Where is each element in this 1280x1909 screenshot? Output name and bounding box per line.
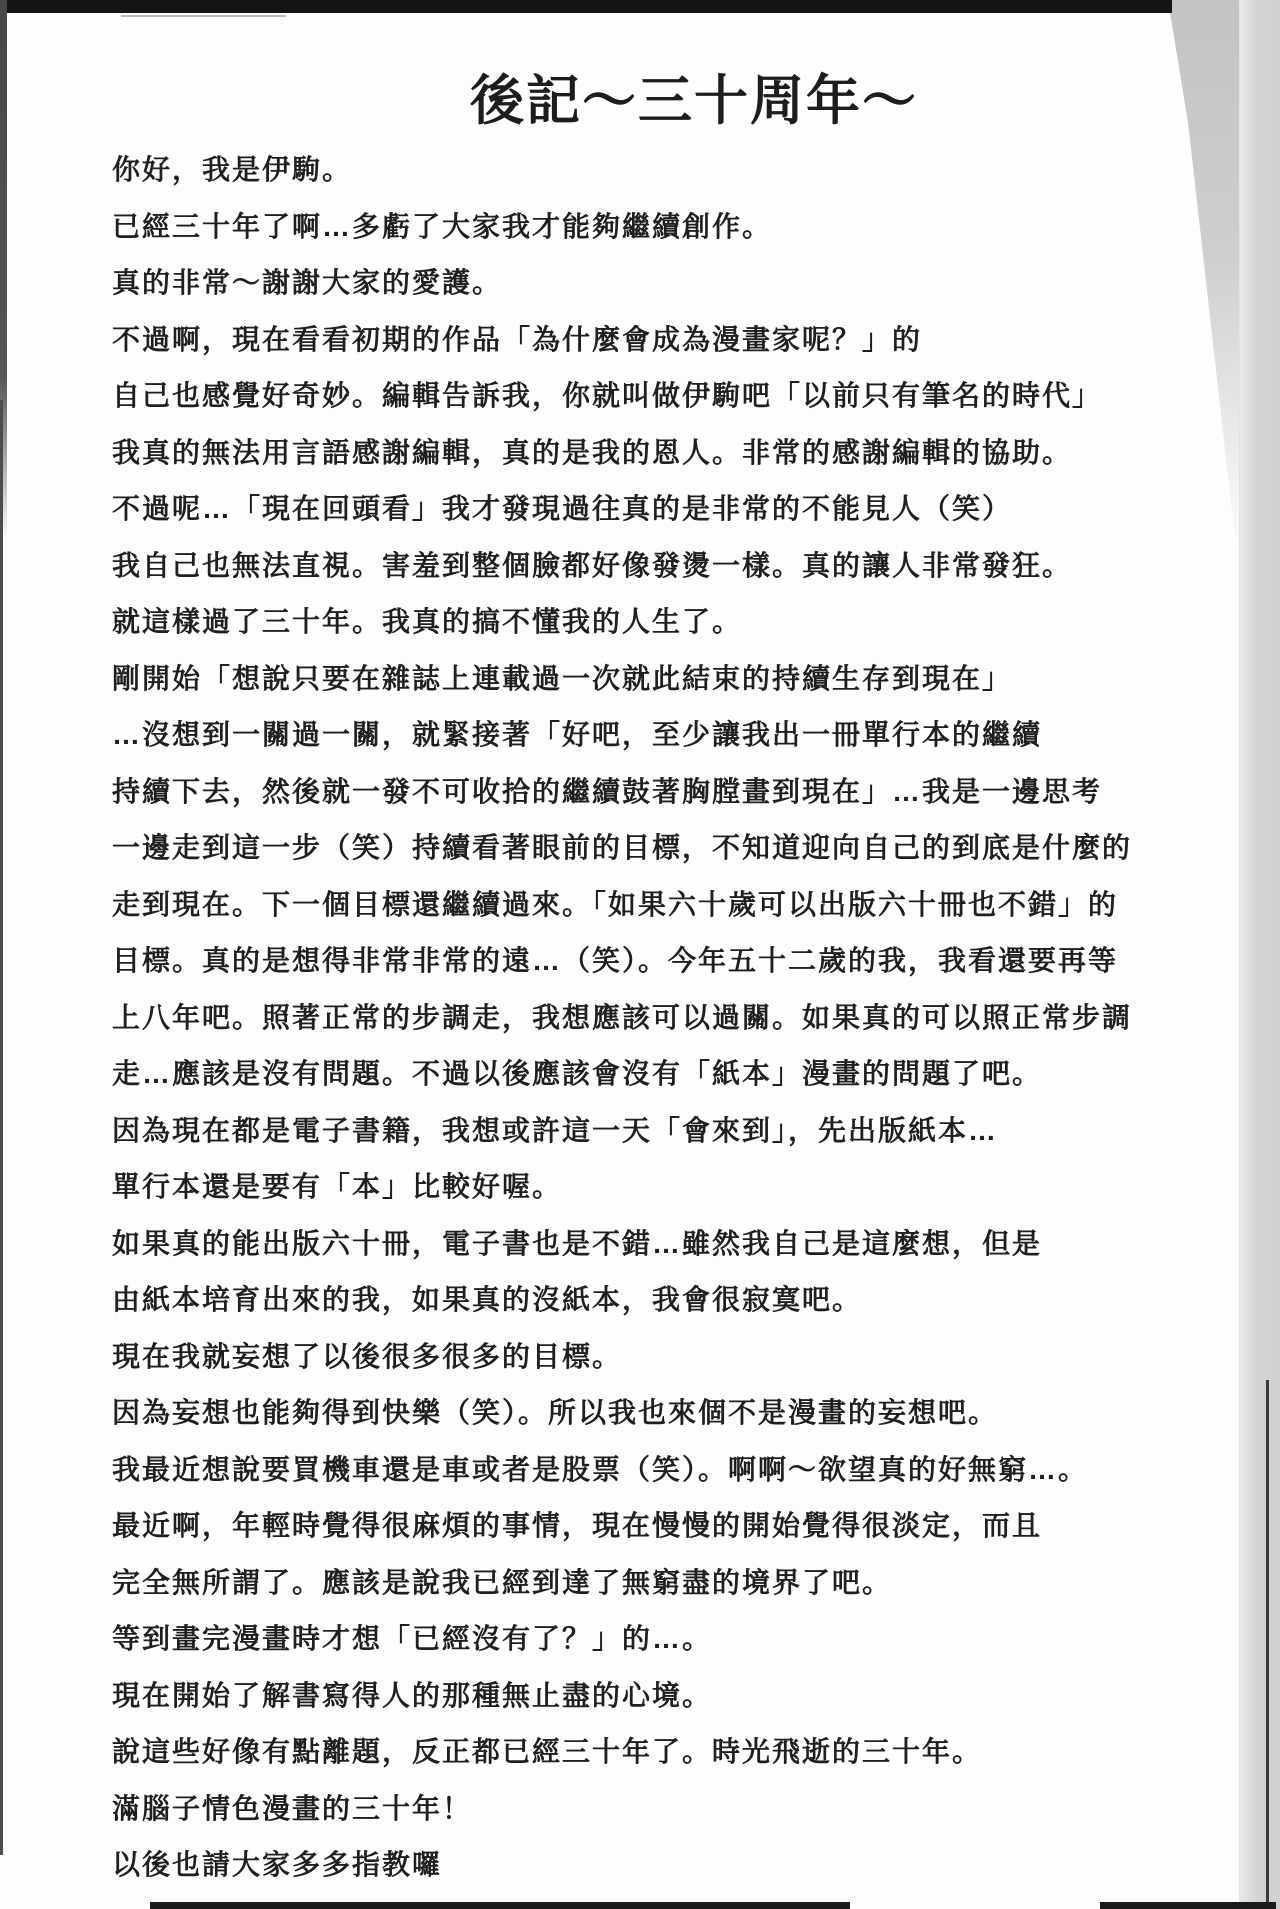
scan-edge-bottom-right-segment	[1100, 1902, 1276, 1909]
text-line: 不過呢…「現在回頭看」我才發現過往真的是非常的不能見人（笑）	[112, 493, 1013, 524]
text-line: 以後也請大家多多指教囉	[112, 1849, 443, 1880]
text-line: 就這樣過了三十年。我真的搞不懂我的人生了。	[112, 606, 743, 637]
text-line: 走到現在。下一個目標還繼續過來。「如果六十歲可以出版六十冊也不錯」的	[112, 888, 1119, 920]
text-line: 目標。真的是想得非常非常的遠…（笑）。今年五十二歲的我，我看還要再等	[112, 945, 1119, 976]
text-line: 你好，我是伊駒。	[112, 154, 353, 185]
text-line: 不過啊，現在看看初期的作品「為什麼會成為漫畫家呢？」的	[112, 323, 923, 355]
text-line: 我真的無法用言語感謝編輯，真的是我的恩人。非常的感謝編輯的協助。	[112, 436, 1073, 468]
scan-edge-right-line	[1266, 1380, 1269, 1909]
scan-artifact-line	[121, 15, 286, 17]
text-line: 如果真的能出版六十冊，電子書也是不錯…雖然我自己是這麼想，但是	[112, 1227, 1043, 1259]
scan-edge-bottom-left-segment	[150, 1902, 850, 1909]
text-line: 完全無所謂了。應該是說我已經到達了無窮盡的境界了吧。	[112, 1566, 893, 1598]
text-line: 走…應該是沒有問題。不過以後應該會沒有「紙本」漫畫的問題了吧。	[112, 1058, 1043, 1089]
text-line: 真的非常～謝謝大家的愛護。	[112, 267, 503, 298]
text-line: 現在我就妄想了以後很多很多的目標。	[112, 1340, 623, 1372]
text-line: 說這些好像有點離題，反正都已經三十年了。時光飛逝的三十年。	[112, 1736, 983, 1767]
text-line: 剛開始「想說只要在雜誌上連載過一次就此結束的持續生存到現在」	[112, 662, 1013, 694]
text-line: 滿腦子情色漫畫的三十年！	[112, 1792, 473, 1824]
scan-edge-top	[0, 0, 1172, 13]
text-line: 現在開始了解書寫得人的那種無止盡的心境。	[112, 1679, 713, 1711]
text-line: 持續下去，然後就一發不可收拾的繼續鼓著胸膛畫到現在」…我是一邊思考	[112, 775, 1103, 807]
page-title: 後記～三十周年～	[470, 71, 918, 131]
scan-edge-left-line	[0, 400, 3, 1855]
text-line: 最近啊，年輕時覺得很麻煩的事情，現在慢慢的開始覺得很淡定，而且	[112, 1510, 1043, 1541]
text-line: 單行本還是要有「本」比較好喔。	[112, 1171, 563, 1202]
text-line: 已經三十年了啊…多虧了大家我才能夠繼續創作。	[112, 210, 773, 242]
text-line: 因為妄想也能夠得到快樂（笑）。所以我也來個不是漫畫的妄想吧。	[112, 1397, 999, 1428]
text-line: 由紙本培育出來的我，如果真的沒紙本，我會很寂寞吧。	[112, 1284, 863, 1315]
text-line: 一邊走到這一步（笑）持續看著眼前的目標，不知道迎向自己的到底是什麼的	[112, 832, 1133, 863]
afterword-text	[112, 142, 1252, 1894]
text-line: 上八年吧。照著正常的步調走，我想應該可以過關。如果真的可以照正常步調	[112, 1001, 1133, 1033]
text-line: 因為現在都是電子書籍，我想或許這一天「會來到」，先出版紙本…	[112, 1114, 999, 1146]
text-line: 我最近想說要買機車還是車或者是股票（笑）。啊啊～欲望真的好無窮…。	[112, 1453, 1089, 1485]
text-line: 等到畫完漫畫時才想「已經沒有了？」的…。	[112, 1623, 713, 1654]
text-line: 自己也感覺好奇妙。編輯告訴我，你就叫做伊駒吧「以前只有筆名的時代」	[112, 380, 1103, 411]
text-line: …沒想到一關過一關，就緊接著「好吧，至少讓我出一冊單行本的繼續	[112, 719, 1043, 750]
text-line: 我自己也無法直視。害羞到整個臉都好像發燙一樣。真的讓人非常發狂。	[112, 549, 1073, 581]
